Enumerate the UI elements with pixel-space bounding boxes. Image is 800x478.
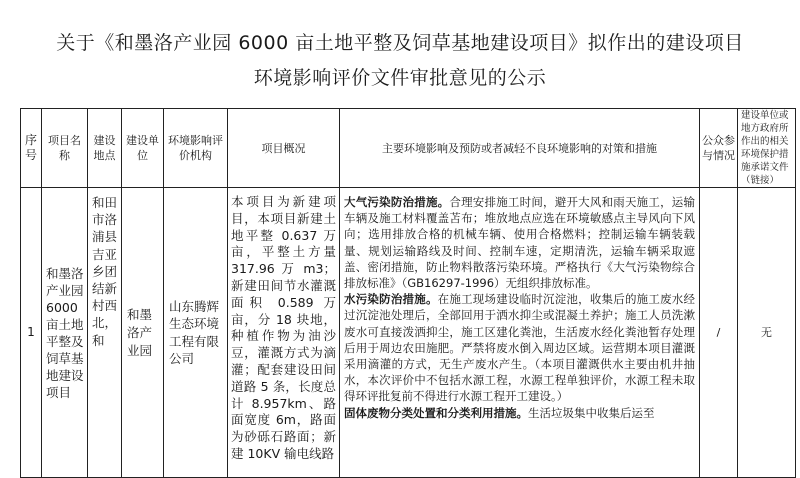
row-location: 和田市洛浦县吉亚乡团结新村西北，和 (88, 188, 122, 478)
page-title-line-2: 环境影响评价文件审批意见的公示 (253, 67, 547, 89)
air-measures-text: 合理安排施工时间，避开大风和雨天施工，运输车辆及施工材料覆盖苫布；堆放地点应选在环境敏感点主导风向下风向；选用排放合格的机械车辆、使用合格燃料；控制运输车辆装载量、规划运输路线及时间、控制车速，定期清洗，运输车辆采取遮盖、密闭措施，防止物料散落污染环境。严格执行《大气污染物综合排放标准》（GB16297-1996）无组织排放标准。 (344, 195, 696, 291)
row-seq: 1 (21, 188, 42, 478)
header-location: 建设地点 (88, 109, 122, 188)
header-name: 项目名称 (42, 109, 88, 188)
solid-measures (344, 405, 695, 421)
header-seq: 序号 (21, 109, 42, 188)
row-public: / (700, 188, 738, 478)
page-title-line-1: 关于《和墨洛产业园 6000 亩土地平整及饲草基地建设项目》拟作出的建设项目 (56, 32, 744, 54)
water-measures (344, 291, 695, 404)
table-header-row (21, 109, 796, 188)
solid-measures-title: 固体废物分类处置和分类利用措施。 (344, 405, 528, 420)
header-public: 公众参与情况 (700, 109, 738, 188)
row-measures (340, 188, 700, 478)
row-overview: 本项目为新建项目，本项目新建土地平整 0.637 万亩，平整土方量 317.96 万 m3；新建田间节水灌溉面积 0.589 万亩，分 18 块地，种植作物为油沙豆，灌溉方式为滴灌；配套建设田间道路 5 条，长度总计 8.957km、路面宽度 6m，路面为砂砾石路面；新建 10KV 输电线路 (228, 188, 340, 478)
header-unit: 建设单位 (122, 109, 164, 188)
table-row (21, 188, 796, 478)
header-overview: 项目概况 (228, 109, 340, 188)
header-commitment: 建设单位或地方政府所作出的相关环境保护措施承诺文件（链接） (738, 109, 796, 188)
water-measures-title: 水污染防治措施。 (344, 292, 438, 307)
header-measures: 主要环境影响及预防或者减轻不良环境影响的对策和措施 (340, 109, 700, 188)
row-unit: 和墨洛产业园 (122, 188, 164, 478)
header-eia-org: 环境影响评价机构 (164, 109, 228, 188)
air-measures (344, 194, 695, 291)
water-measures-text: 在施工现场建设临时沉淀池，收集后的施工废水经过沉淀池处理后，全部回用于洒水抑尘或混凝土养护；施工人员洗漱废水可直接泼洒抑尘，施工区建化粪池，生活废水经化粪池暂存处理后用于周边农田施肥。严禁将废水倒入周边区域。运营期本项目灌溉采用滴灌的方式，无生产废水产生。（本项目灌溉供水主要由机井抽水，本次评价中不包括水源工程，水源工程单独评价，水源工程未取得环评批复前不得进行水源工程开工建设。） (344, 292, 695, 404)
row-name: 和墨洛产业园6000亩土地平整及饲草基地建设项目 (42, 188, 88, 478)
row-commitment: 无 (738, 188, 796, 478)
row-eia-org: 山东腾辉生态环境工程有限公司 (164, 188, 228, 478)
air-measures-title: 大气污染防治措施。 (344, 195, 450, 209)
approval-table (20, 108, 796, 478)
solid-measures-text: 生活垃圾集中收集后运至 (528, 405, 655, 420)
